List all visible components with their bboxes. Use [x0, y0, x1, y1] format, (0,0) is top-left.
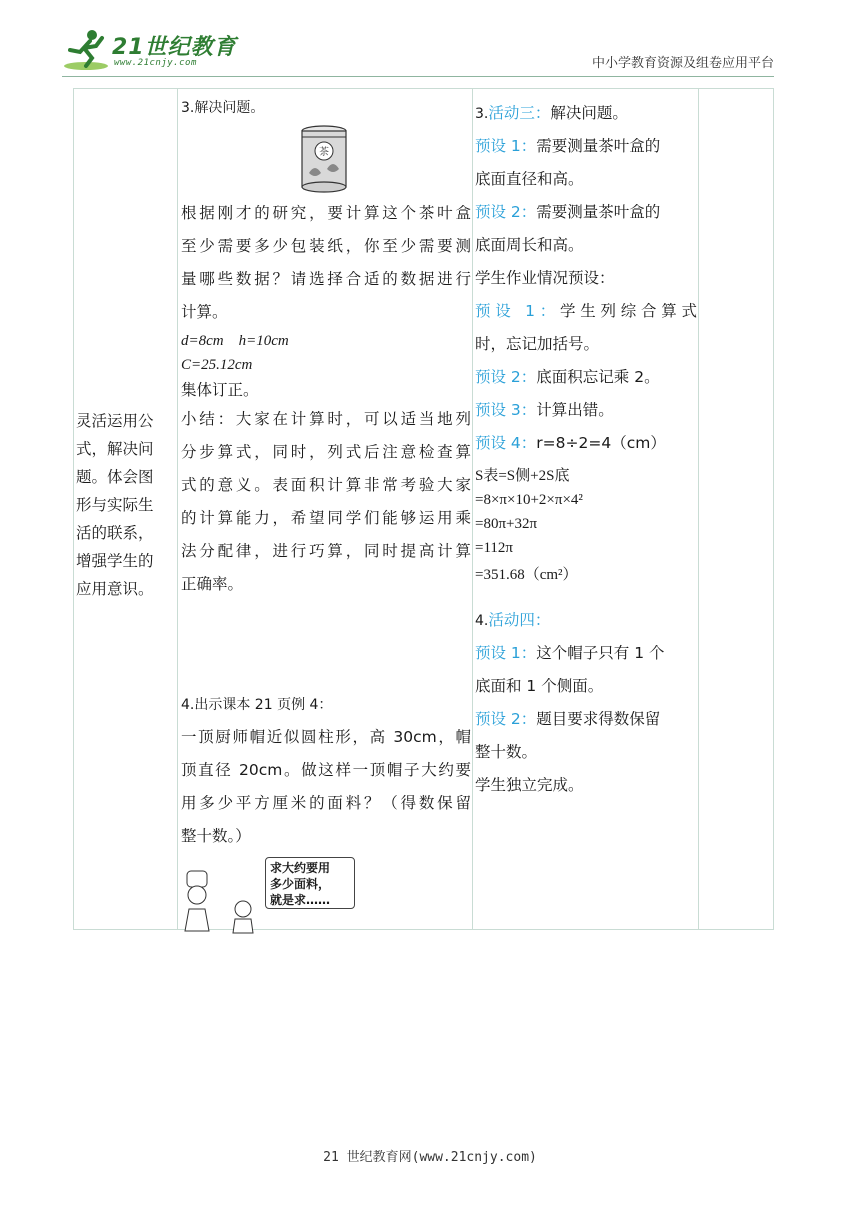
goal-line: 形与实际生 [76, 496, 154, 514]
preset-label: 预设 2： [475, 203, 537, 221]
runner-logo-icon [62, 28, 110, 72]
preset-line [475, 703, 697, 736]
question-line: 量哪些数据？请选择合适的数据进行 [181, 270, 471, 288]
column-divider [177, 89, 178, 929]
teacher-activity-cell [181, 97, 471, 939]
calc-line: S表=S侧+2S底 [475, 468, 570, 484]
independent-note: 学生独立完成。 [475, 776, 584, 794]
column-divider [698, 89, 699, 929]
preset-label: 预设 1： [475, 302, 561, 320]
preset-line [475, 196, 697, 229]
chef-illustration [181, 857, 471, 939]
preset-line: 底面和 1 个侧面。 [475, 677, 604, 695]
preset-text: 计算出错。 [536, 401, 614, 419]
preset-text: 底面积忘记乘 2。 [536, 368, 660, 386]
logo-text: 21世纪教育 [112, 35, 237, 60]
example-line: 整十数。） [181, 827, 251, 845]
preset-line: 底面周长和高。 [475, 236, 584, 254]
summary-line: 的计算能力，希望同学们能够运用乘 [181, 509, 471, 527]
page-header [0, 0, 860, 80]
given-data: C=25.12cm [181, 357, 253, 373]
preset-label: 预设 1： [475, 644, 537, 662]
question-line: 计算。 [181, 303, 228, 321]
page-footer: 21 世纪教育网(www.21cnjy.com) [323, 1150, 537, 1165]
preset-line [475, 394, 697, 427]
activity4-heading [475, 604, 697, 637]
summary-line: 小结：大家在计算时，可以适当地列 [181, 410, 471, 428]
speech-bubble [265, 857, 355, 909]
given-data: d=8cm h=10cm [181, 333, 289, 349]
step4-title: 4.出示课本 21 页例 4： [181, 697, 333, 713]
goal-line: 增强学生的 [76, 552, 154, 570]
activity4-number: 4. [475, 613, 489, 629]
calc-line: =112π [475, 540, 513, 556]
preset-line [475, 130, 697, 163]
platform-title: 中小学教育资源及组卷应用平台 [591, 56, 774, 71]
lesson-table [73, 88, 774, 930]
preset-line: 时，忘记加括号。 [475, 335, 600, 353]
preset-text: 题目要求得数保留 [536, 710, 661, 728]
calc-line: =8×π×10+2×π×4² [475, 492, 583, 508]
preset-line [475, 427, 697, 460]
summary-line: 法分配律，进行巧算，同时提高计算 [181, 542, 471, 560]
summary-line: 分步算式，同时，列式后注意检查算 [181, 443, 471, 461]
preset-text: 需要测量茶叶盒的 [536, 203, 661, 221]
question-line: 至少需要多少包装纸，你至少需要测 [181, 237, 471, 255]
preset-line: 整十数。 [475, 743, 538, 761]
goal-line: 灵活运用公 [76, 412, 154, 430]
calc-line: =80π+32π [475, 516, 538, 532]
correction-note: 集体订正。 [181, 381, 259, 399]
homework-title: 学生作业情况预设： [475, 269, 615, 287]
summary-line: 正确率。 [181, 575, 244, 593]
example-line: 一顶厨师帽近似圆柱形，高 30cm，帽 [181, 728, 471, 746]
bubble-line: 多少面料， [270, 877, 331, 891]
chef-figures-image [181, 857, 261, 935]
preset-line [475, 637, 697, 670]
bubble-line: 求大约要用 [270, 861, 331, 875]
activity4-label: 活动四： [488, 611, 551, 629]
goal-line: 题。体会图 [76, 468, 154, 486]
preset-label: 预设 2： [475, 710, 537, 728]
step3-title: 3.解决问题。 [181, 100, 265, 116]
goal-line: 活的联系， [76, 524, 154, 542]
tea-tin-image [299, 125, 349, 193]
tin-label: 茶 [319, 147, 329, 158]
preset-line [475, 295, 697, 328]
preset-text: 学生列综合算式 [560, 302, 697, 320]
preset-label: 预设 4： [475, 434, 537, 452]
preset-label: 预设 2： [475, 368, 537, 386]
example-line: 顶直径 20cm。做这样一顶帽子大约要 [181, 761, 471, 779]
column-divider [472, 89, 473, 929]
goal-line: 应用意识。 [76, 580, 154, 598]
preset-text: r=8÷2=4（cm） [536, 434, 666, 452]
activity3-text: 解决问题。 [550, 104, 628, 122]
calc-line: =351.68（cm²） [475, 567, 578, 583]
example-line: 用多少平方厘米的面料？（得数保留 [181, 794, 471, 812]
activity3-number: 3. [475, 106, 489, 122]
design-intent-cell [76, 407, 176, 603]
preset-text: 这个帽子只有 1 个 [536, 644, 665, 662]
header-divider [62, 76, 774, 77]
preset-line [475, 361, 697, 394]
preset-label: 预设 3： [475, 401, 537, 419]
activity3-label: 活动三： [488, 104, 551, 122]
preset-line: 底面直径和高。 [475, 170, 584, 188]
summary-line: 式的意义。表面积计算非常考验大家 [181, 476, 471, 494]
bubble-line: 就是求…… [270, 893, 331, 907]
preset-text: 需要测量茶叶盒的 [536, 137, 661, 155]
goal-line: 式，解决问 [76, 440, 154, 458]
question-line: 根据刚才的研究，要计算这个茶叶盒 [181, 204, 471, 222]
student-activity-cell [475, 97, 697, 802]
logo-url: www.21cnjy.com [114, 58, 197, 68]
activity3-heading [475, 97, 697, 130]
preset-label: 预设 1： [475, 137, 537, 155]
site-logo[interactable] [62, 28, 242, 72]
